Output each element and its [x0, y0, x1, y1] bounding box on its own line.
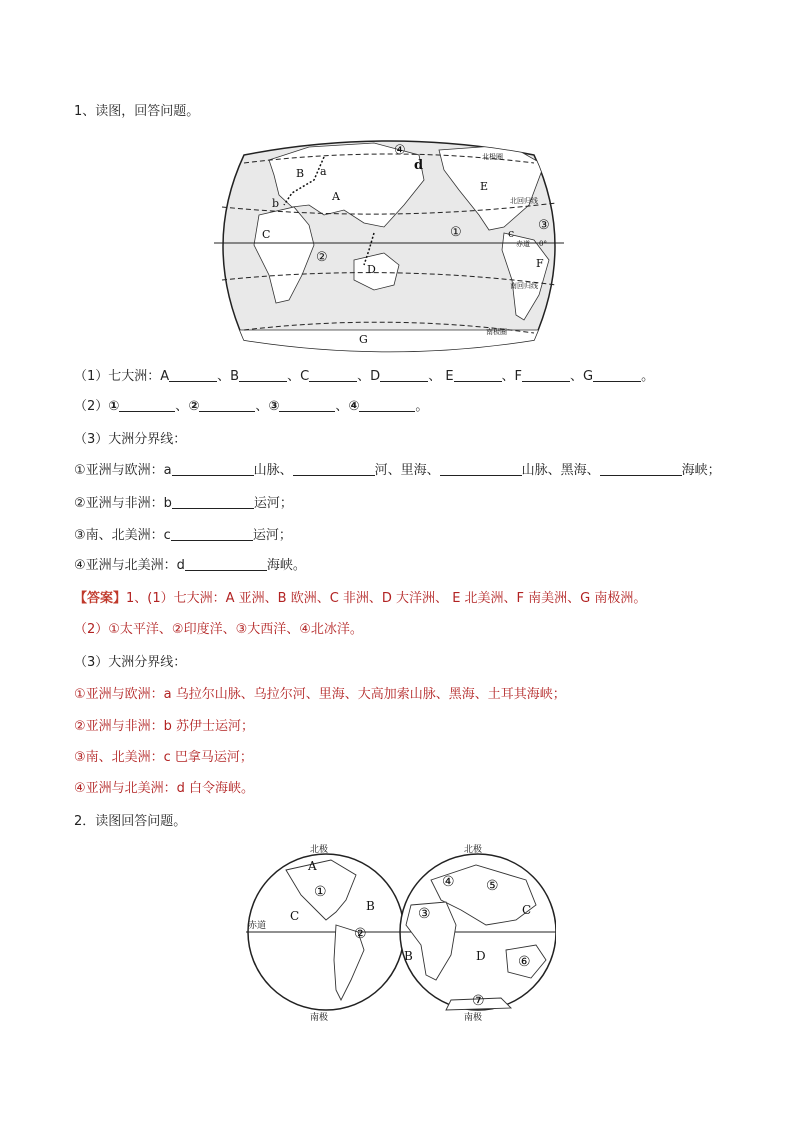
- q1-l3-lead: ③南、北美洲：c: [74, 528, 171, 543]
- map2-circle-3: ③: [418, 906, 431, 922]
- blank-a-1[interactable]: [172, 462, 254, 476]
- map2-label-B-left: B: [366, 899, 375, 913]
- q1-boundary-asia-europe: [74, 462, 721, 480]
- blank-A[interactable]: [169, 368, 217, 382]
- map2-label-C-right: C: [522, 903, 532, 917]
- q1-sub2: [74, 398, 428, 416]
- q1-sub2-c2: ②: [188, 399, 200, 414]
- map1-label-d: d: [414, 158, 424, 173]
- answer-line-2: （2）①太平洋、②印度洋、③大西洋、④北冰洋。: [74, 622, 363, 637]
- map2-circle-2: ②: [354, 926, 367, 942]
- map2-equator-label: 赤道: [248, 921, 267, 931]
- blank-G[interactable]: [593, 368, 641, 382]
- map2-circle-6: ⑥: [518, 954, 531, 970]
- map2-label-C-left: C: [290, 909, 300, 923]
- q1-sub2-sep2: 、: [255, 399, 269, 414]
- blank-a-3[interactable]: [440, 462, 522, 476]
- map1-label-tropic-s: 南回归线: [510, 282, 538, 290]
- answer-a1: 1、(1）七大洲：A 亚洲、B 欧洲、C 非洲、D 大洋洲、 E 北美洲、F 南美洲、G 南极洲。: [126, 591, 647, 606]
- blank-b[interactable]: [172, 495, 254, 509]
- answer-line-7: ④亚洲与北美洲：d 白令海峡。: [74, 781, 255, 796]
- map2-circle-7: ⑦: [472, 993, 485, 1009]
- answer-line-1: [74, 590, 646, 608]
- blank-d[interactable]: [185, 557, 267, 571]
- answer-line-6: ③南、北美洲：c 巴拿马运河；: [74, 750, 253, 765]
- map1-label-tropic-n: 北回归线: [510, 197, 538, 205]
- blank-ocean-1[interactable]: [119, 398, 175, 412]
- blank-ocean-4[interactable]: [359, 398, 415, 412]
- q1-l1-t4: 海峡；: [681, 463, 721, 478]
- question-2-title: 2．读图回答问题。: [74, 814, 187, 829]
- q1-l2-lead: ②亚洲与非洲：b: [74, 496, 172, 511]
- q1-boundary-asia-africa: [74, 495, 293, 513]
- blank-B[interactable]: [239, 368, 287, 382]
- blank-E[interactable]: [454, 368, 502, 382]
- world-map: [214, 135, 564, 355]
- answer-line-4: ①亚洲与欧洲：a 乌拉尔山脉、乌拉尔河、里海、大高加索山脉、黑海、土耳其海峡；: [74, 687, 566, 702]
- map1-label-ocean-4: ④: [394, 143, 406, 158]
- q1-sub1-G: 、G: [570, 369, 594, 384]
- q1-sub1-D: 、D: [357, 369, 381, 384]
- q1-l3-t1: 运河；: [252, 528, 292, 543]
- q1-boundary-asia-namerica: [74, 557, 306, 575]
- map2-north-pole-left: 北极: [310, 845, 329, 855]
- map1-label-A: A: [332, 190, 340, 203]
- blank-c[interactable]: [171, 527, 253, 541]
- blank-a-4[interactable]: [600, 462, 682, 476]
- q1-sub2-c1: ①: [108, 399, 120, 414]
- hemispheres-map: [246, 840, 556, 1025]
- q1-l1-t3: 山脉、黑海、: [521, 463, 600, 478]
- map1-label-F: F: [536, 257, 544, 270]
- q1-l4-t1: 海峡。: [266, 558, 306, 573]
- map1-label-arctic: 北极圈: [482, 153, 503, 161]
- q1-l4-lead: ④亚洲与北美洲：d: [74, 558, 185, 573]
- map1-label-a: a: [320, 165, 327, 178]
- answer-line-5: ②亚洲与非洲：b 苏伊士运河；: [74, 719, 255, 734]
- q1-sub1-E: 、 E: [428, 369, 454, 384]
- q1-sub3-title: （3）大洲分界线：: [74, 432, 187, 447]
- map1-label-ocean-1: ①: [450, 225, 462, 240]
- q1-sub2-prefix: （2）: [74, 399, 109, 414]
- map2-south-pole-right: 南极: [464, 1013, 483, 1023]
- blank-D[interactable]: [380, 368, 428, 382]
- map1-label-G: G: [359, 333, 368, 346]
- answer-tag: 【答案】: [74, 591, 127, 606]
- map2-circle-5: ⑤: [486, 878, 499, 894]
- answer-line-3: （3）大洲分界线：: [74, 655, 187, 670]
- q1-l1-t2: 河、里海、: [374, 463, 440, 478]
- map1-label-C: C: [262, 228, 271, 241]
- q1-l1-t1: 山脉、: [253, 463, 293, 478]
- blank-C[interactable]: [309, 368, 357, 382]
- map2-label-B-right: B: [404, 949, 413, 963]
- blank-ocean-2[interactable]: [199, 398, 255, 412]
- map2-circle-1: ①: [314, 884, 327, 900]
- map2-north-pole-right: 北极: [464, 845, 483, 855]
- map1-label-c: c: [508, 227, 515, 240]
- q1-l1-lead: ①亚洲与欧洲：a: [74, 463, 172, 478]
- blank-F[interactable]: [522, 368, 570, 382]
- q1-sub1-B: 、B: [217, 369, 240, 384]
- q1-sub1-C: 、C: [287, 369, 310, 384]
- map2-label-D: D: [476, 949, 486, 963]
- map1-label-b: b: [272, 197, 280, 210]
- map1-label-ocean-2: ②: [316, 250, 328, 265]
- map1-label-ocean-3: ③: [538, 218, 550, 233]
- q1-sub2-sep1: 、: [175, 399, 189, 414]
- q1-sub1-F: 、F: [501, 369, 523, 384]
- map2-south-pole-left: 南极: [310, 1013, 329, 1023]
- q1-sub2-c4: ④: [348, 399, 360, 414]
- blank-a-2[interactable]: [293, 462, 375, 476]
- map1-label-equator: 赤道: [516, 240, 530, 248]
- q1-boundary-americas: [74, 527, 292, 545]
- q1-sub2-end: 。: [415, 399, 429, 414]
- q1-sub2-c3: ③: [268, 399, 280, 414]
- q1-l2-t1: 运河；: [253, 496, 293, 511]
- q1-sub1-end: 。: [641, 369, 655, 384]
- q1-sub1: [74, 368, 654, 386]
- map1-label-B: B: [296, 167, 305, 180]
- map1-label-antarctic: 南极圈: [486, 328, 507, 336]
- map1-label-D: D: [367, 263, 376, 276]
- q1-sub1-prefix: （1）七大洲：A: [74, 369, 170, 384]
- map2-circle-4: ④: [442, 874, 455, 890]
- blank-ocean-3[interactable]: [279, 398, 335, 412]
- map1-label-E: E: [480, 180, 489, 193]
- q1-sub2-sep3: 、: [335, 399, 349, 414]
- map1-label-deg: 0°: [539, 240, 547, 248]
- map2-label-A: A: [308, 859, 317, 873]
- question-1-title: 1、读图，回答问题。: [74, 104, 200, 119]
